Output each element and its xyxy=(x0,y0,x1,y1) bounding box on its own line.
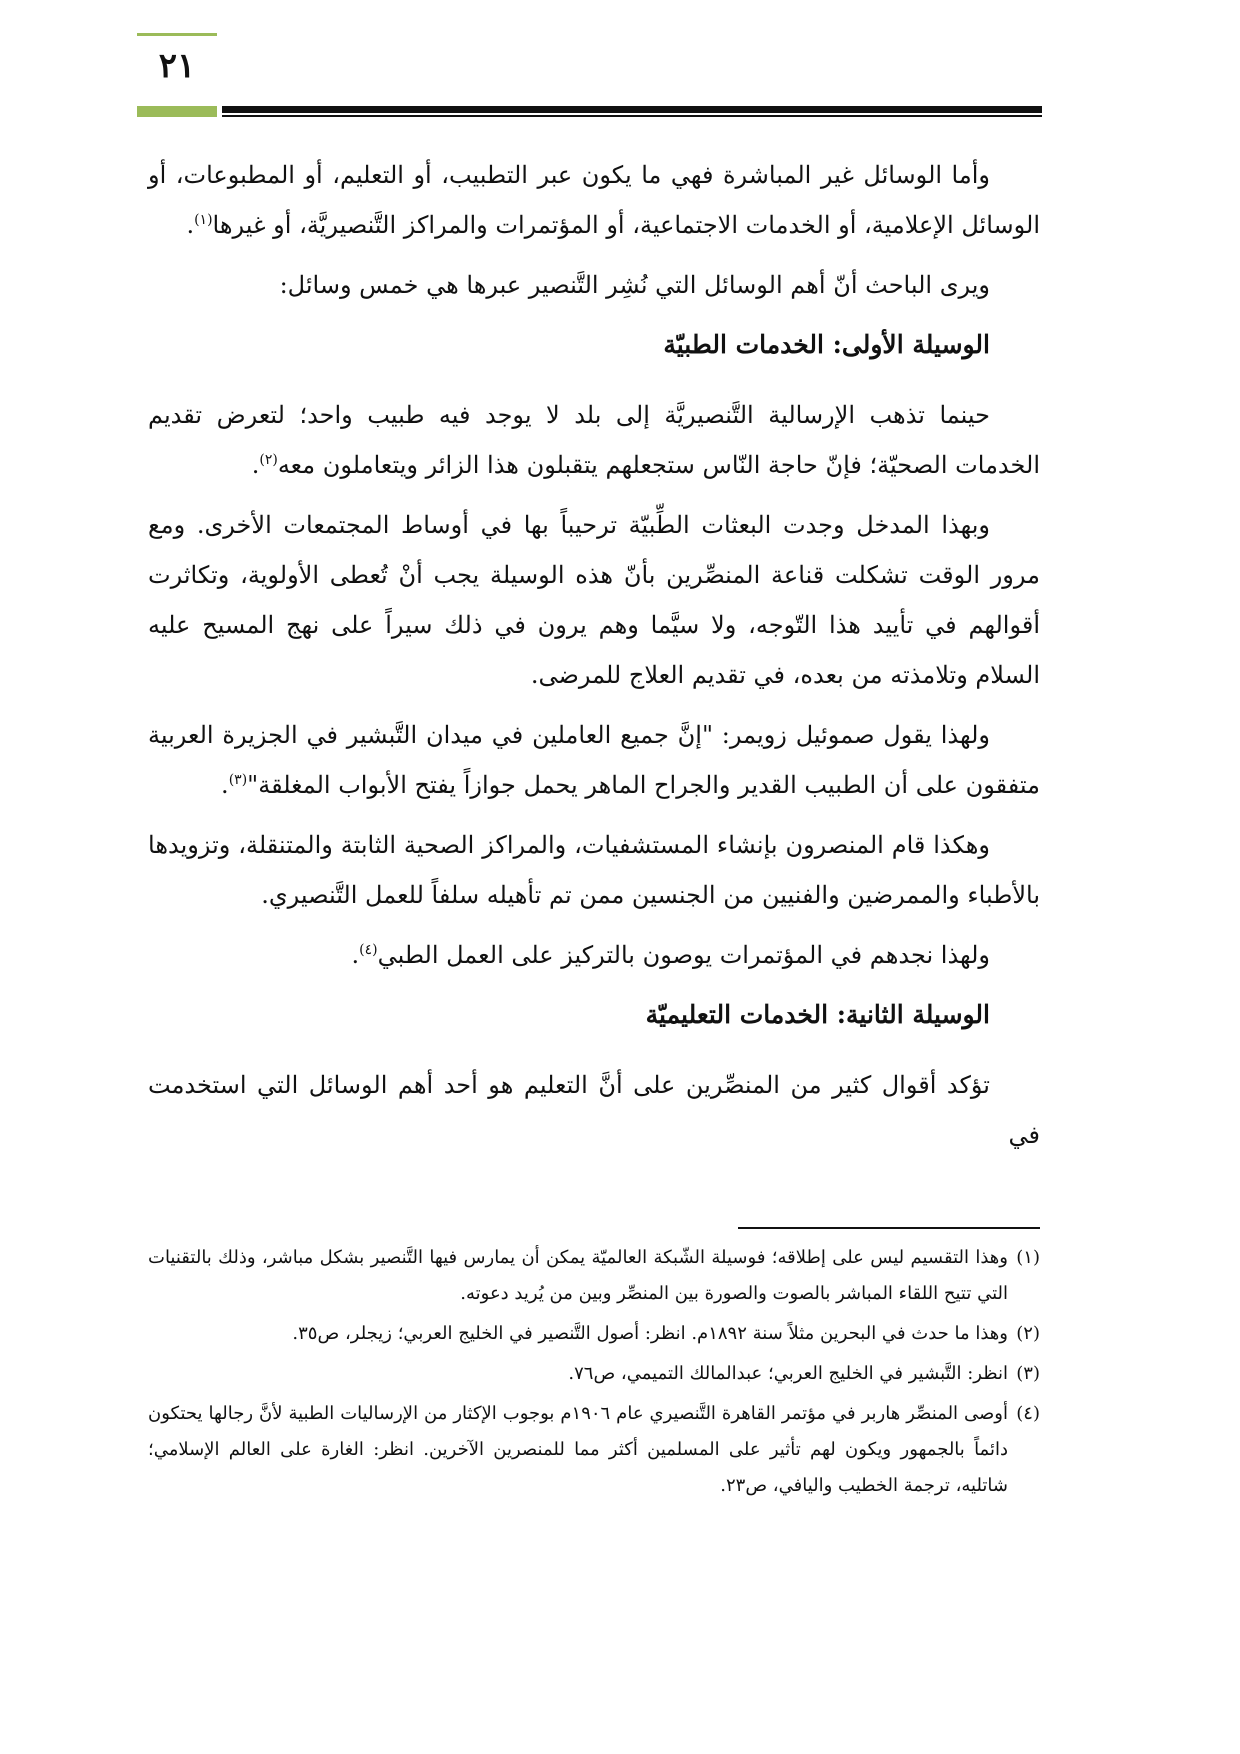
section-heading: الوسيلة الثانية: الخدمات التعليميّة xyxy=(645,1000,990,1029)
footnote-separator xyxy=(738,1227,1040,1229)
paragraph: وهكذا قام المنصرون بإنشاء المستشفيات، والمراكز الصحية الثابتة والمتنقلة، وتزويدها بالأطباء والممرضين والفنيين من الجنسين ممن تم تأهيله سلفاً للعمل التَّنصيري. xyxy=(148,831,1040,909)
paragraph: حينما تذهب الإرسالية التَّنصيريَّة إلى بلد لا يوجد فيه طبيب واحد؛ لتعرض تقديم الخدمات الصحيّة؛ فإنّ حاجة النّاس ستجعلهم يتقبلون هذا الزائر ويتعاملون معه$^{(٢)}$. xyxy=(148,401,1040,479)
footnote-number: (٤) xyxy=(1016,1403,1040,1424)
footnote-ref[interactable]: (١) xyxy=(194,212,213,228)
header-accent-line xyxy=(137,33,217,36)
footnote-text: وهذا ما حدث في البحرين مثلاً سنة ١٨٩٢م. انظر: أصول التَّنصير في الخليج العربي؛ زيجلر، ص٣٥. xyxy=(292,1323,1008,1344)
footnote-ref[interactable]: (٣) xyxy=(228,772,248,788)
paragraph: ويرى الباحث أنّ أهم الوسائل التي نُشِر التَّنصير عبرها هي خمس وسائل: xyxy=(279,271,990,299)
paragraph: وبهذا المدخل وجدت البعثات الطِّبيّة ترحيباً بها في أوساط المجتمعات الأخرى. ومع مرور الوقت تشكلت قناعة المنصِّرين بأنّ هذه الوسيلة يجب أنْ تُعطى الأولوية، وتكاثرت أقوالهم في تأييد هذا التّوجه، ولا سيَّما وهم يرون في ذلك سيراً على نهج المسيح عليه السلام وتلامذته من بعده، في تقديم العلاج للمرضى. xyxy=(148,511,1041,689)
footnote xyxy=(148,1396,1040,1504)
header-accent-bar xyxy=(137,106,217,117)
footnote xyxy=(148,1356,1040,1392)
paragraph: ولهذا يقول صموئيل زويمر: "إنَّ جميع العاملين في ميدان التَّبشير في الجزيرة العربية متفقون على أن الطبيب القدير والجراح الماهر يحمل جوازاً يفتح الأبواب المغلقة"$^{(٣)}$. xyxy=(148,721,1040,799)
page-number: ٢١ xyxy=(158,46,196,86)
footnotes xyxy=(148,1240,1040,1508)
footnote-text: أوصى المنصِّر هاربر في مؤتمر القاهرة التَّنصيري عام ١٩٠٦م بوجوب الإكثار من الإرساليات الطبية لأنَّ رجالها يحتكون دائماً بالجمهور ويكون لهم تأثير على المسلمين أكثر مما للمنصرين الآخرين. انظر: الغارة على العالم الإسلامي؛ شاتليه، ترجمة الخطيب واليافي، ص٢٣. xyxy=(148,1403,1008,1496)
page-header xyxy=(0,0,1240,130)
header-rule-thin xyxy=(222,115,1042,117)
paragraph: تؤكد أقوال كثير من المنصِّرين على أنَّ التعليم هو أحد أهم الوسائل التي استخدمت في xyxy=(148,1071,1040,1149)
footnote-ref[interactable]: (٤) xyxy=(359,942,378,958)
footnote-number: (٣) xyxy=(1016,1363,1040,1384)
footnote-ref[interactable]: (٢) xyxy=(259,452,278,468)
paragraph: وأما الوسائل غير المباشرة فهي ما يكون عبر التطبيب، أو التعليم، أو المطبوعات، أو الوسائل الإعلامية، أو الخدمات الاجتماعية، أو المؤتمرات والمراكز التَّنصيريَّة، أو غيرها$^{(١)}$. xyxy=(148,161,1040,239)
header-rule xyxy=(222,106,1042,113)
footnote-number: (١) xyxy=(1016,1247,1040,1268)
footnote-number: (٢) xyxy=(1016,1323,1040,1344)
footnote xyxy=(148,1240,1040,1312)
footnote xyxy=(148,1316,1040,1352)
paragraph: ولهذا نجدهم في المؤتمرات يوصون بالتركيز على العمل الطبي$^{(٤)}$. xyxy=(351,941,990,969)
section-heading: الوسيلة الأولى: الخدمات الطبيّة xyxy=(663,330,990,359)
footnote-text: انظر: التَّبشير في الخليج العربي؛ عبدالمالك التميمي، ص٧٦. xyxy=(568,1363,1008,1384)
main-text xyxy=(148,150,1040,1170)
footnote-text: وهذا التقسيم ليس على إطلاقه؛ فوسيلة الشّبكة العالميّة يمكن أن يمارس فيها التَّنصير بشكل مباشر، وذلك بالتقنيات التي تتيح اللقاء المباشر بالصوت والصورة بين المنصِّر وبين من يُريد دعوته. xyxy=(148,1247,1008,1304)
